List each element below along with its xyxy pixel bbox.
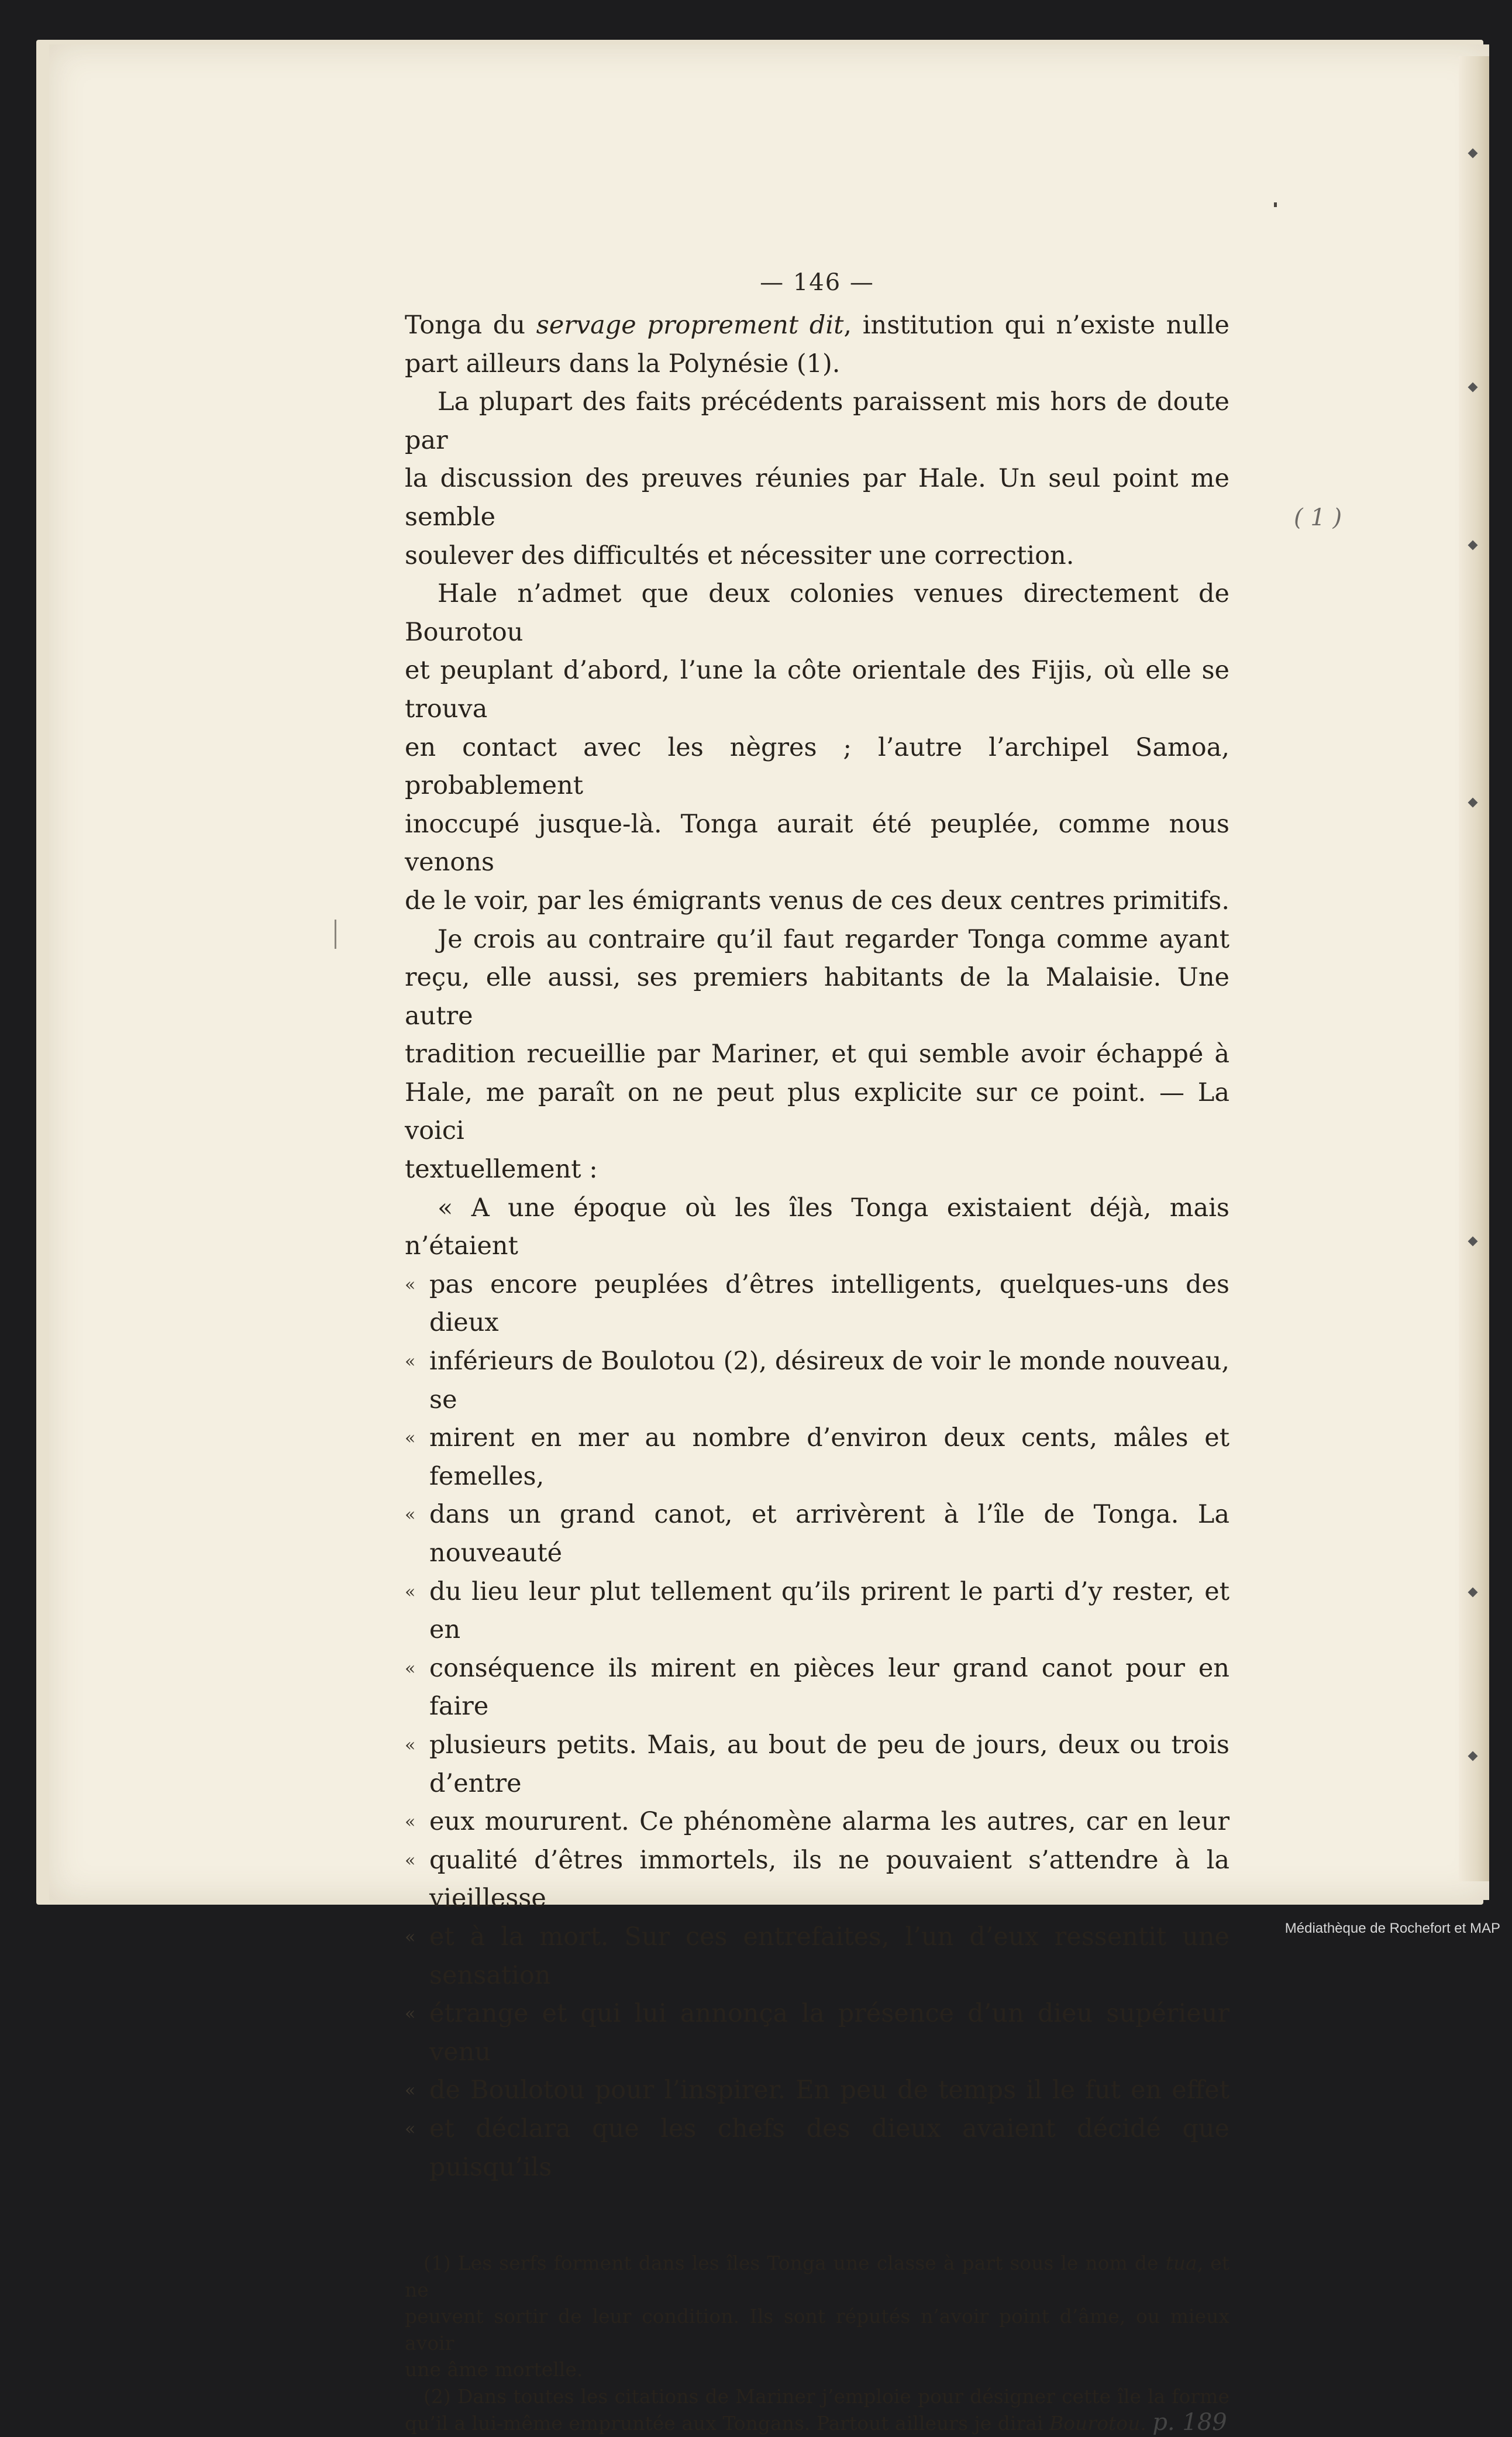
paragraph-line: Hale, me paraît on ne peut plus explicite sur ce point. — La voici: [405, 1078, 1229, 1146]
paragraph-line: reçu, elle aussi, ses premiers habitants de la Malaisie. Une autre: [405, 963, 1229, 1031]
quote-line: [405, 2110, 1229, 2187]
quote-text: pas encore peuplées d’êtres intelligents, quelques-uns des dieux: [429, 1269, 1229, 1338]
quote-text: et déclara que les chefs des dieux avaient décidé que puisqu’ils: [429, 2114, 1229, 2182]
quote-line: [405, 1496, 1229, 1572]
footnote-1-line: [405, 2250, 1229, 2303]
quote-text: dans un grand canot, et arrivèrent à l’île de Tonga. La nouveauté: [429, 1500, 1229, 1568]
paper-mark: [335, 920, 336, 949]
paragraph-line: tradition recueillie par Mariner, et qui semble avoir échappé à: [405, 1039, 1229, 1069]
guillemet: «: [405, 2080, 416, 2101]
guillemet: «: [405, 1812, 416, 1833]
guillemet: «: [405, 1351, 416, 1372]
paragraph-line: Je crois au contraire qu’il faut regarder Tonga comme ayant: [438, 924, 1229, 954]
footnote-2-line: [405, 2410, 1229, 2437]
binding-mark: [1468, 383, 1478, 393]
guillemet: «: [405, 1505, 416, 1526]
quote-line: [405, 1419, 1229, 1496]
binding-mark: [1468, 1751, 1478, 1761]
quote-text: eux moururent. Ce phénomène alarma les autres, car en leur: [429, 1807, 1229, 1837]
quote-text: étrange et qui lui annonça la présence d’un dieu supérieur venu: [429, 1999, 1229, 2067]
quote-line: [405, 1803, 1229, 1841]
paragraph-line: inoccupé jusque-là. Tonga aurait été peuplée, comme nous venons: [405, 809, 1229, 877]
paragraph-line: en contact avec les nègres ; l’autre l’archipel Samoa, probablement: [405, 732, 1229, 801]
guillemet: «: [405, 1428, 416, 1449]
quote-line: [405, 1841, 1229, 1918]
binding-mark: [1468, 149, 1478, 159]
text-run: (1) Les serfs forment dans les îles Tonga une classe à part sous le nom de: [423, 2252, 1166, 2275]
guillemet: «: [405, 1658, 416, 1679]
body-text: [405, 307, 1229, 2187]
italic-term: servage proprement dit: [536, 311, 844, 340]
paragraph-line: part ailleurs dans la Polynésie (1).: [405, 349, 841, 378]
page-content: [405, 269, 1229, 2437]
guillemet: «: [405, 2118, 416, 2139]
guillemet: «: [405, 1850, 416, 1871]
quote-line: [405, 1266, 1229, 1343]
paragraph-line: [405, 307, 1229, 345]
quote-line: [405, 1343, 1229, 1419]
text-run: Tonga du: [405, 311, 536, 340]
binding-mark: [1468, 798, 1478, 808]
footnote-1-line: peuvent sortir de leur condition. Ils sont réputés n’avoir point d’âme, ou mieux avoir: [405, 2305, 1229, 2355]
quote-text: de Boulotou pour l’inspirer. En peu de temps il le fut en effet: [429, 2075, 1229, 2105]
quote-text: et à la mort. Sur ces entrefaites, l’un d’eux ressentit une sensation: [429, 1922, 1229, 1990]
footnote-2-line: (2) Dans toutes les citations de Mariner j’emploie pour désigner cette île la forme: [423, 2384, 1229, 2408]
italic-term: tua: [1165, 2252, 1197, 2275]
quote-line: [405, 2071, 1229, 2110]
paragraph-line: la discussion des preuves réunies par Hale. Un seul point me semble: [405, 464, 1229, 532]
quote-line: [405, 1650, 1229, 1726]
image-credit: Médiathèque de Rochefort et MAP: [1284, 1920, 1500, 1936]
guillemet: «: [405, 1274, 416, 1295]
binding-mark: [1468, 1237, 1478, 1247]
paragraph-line: textuellement :: [405, 1155, 598, 1185]
paper-speck: [1274, 202, 1277, 207]
page-number: — 146 —: [760, 269, 874, 296]
handwritten-page-ref: p. 189: [1152, 2409, 1227, 2436]
paragraph-line: et peuplant d’abord, l’une la côte orientale des Fijis, où elle se trouva: [405, 656, 1229, 724]
paragraph-line: soulever des difficultés et nécessiter une correction.: [405, 541, 1074, 570]
paragraph-line: La plupart des faits précédents paraissent mis hors de doute par: [405, 387, 1229, 455]
footnotes: [405, 2250, 1229, 2437]
quote-text: mirent en mer au nombre d’environ deux cents, mâles et femelles,: [429, 1423, 1229, 1491]
guillemet: «: [405, 1581, 416, 1602]
paragraph-line: Hale n’admet que deux colonies venues directement de Bourotou: [405, 579, 1229, 647]
quote-text: qualité d’êtres immortels, ils ne pouvaient s’attendre à la vieillesse: [429, 1845, 1229, 1913]
binding-mark: [1468, 1588, 1478, 1598]
page-gutter: [1459, 56, 1489, 1881]
quote-line: [405, 1995, 1229, 2071]
text-run: , institution qui n’existe nulle: [843, 311, 1229, 340]
quote-text: conséquence ils mirent en pièces leur grand canot pour en faire: [429, 1653, 1229, 1722]
guillemet: «: [405, 1926, 416, 1947]
binding-mark: [1468, 541, 1478, 550]
guillemet: «: [405, 1734, 416, 1756]
text-run: , et ne: [405, 2252, 1229, 2301]
quote-line: [405, 1918, 1229, 1995]
quote-text: inférieurs de Boulotou (2), désireux de voir le monde nouveau, se: [429, 1347, 1229, 1414]
footnote-1-line: une âme mortelle.: [405, 2358, 583, 2381]
quote-line: [405, 1726, 1229, 1803]
quote-line: [405, 1573, 1229, 1650]
text-run: qu’il a lui-même empruntée aux Tongans. Partout ailleurs je dirai: [405, 2412, 1049, 2435]
quote-line: « A une époque où les îles Tonga existaient déjà, mais n’étaient: [405, 1193, 1229, 1261]
guillemet: «: [405, 2004, 416, 2025]
quote-text: plusieurs petits. Mais, au bout de peu de jours, deux ou trois d’entre: [429, 1730, 1229, 1798]
quote-text: du lieu leur plut tellement qu’ils prirent le parti d’y rester, et en: [429, 1577, 1229, 1645]
paragraph-line: de le voir, par les émigrants venus de ces deux centres primitifs.: [405, 886, 1229, 915]
italic-term: Bourotou.: [1049, 2412, 1146, 2435]
margin-pencil-note: ( 1 ): [1294, 504, 1342, 531]
